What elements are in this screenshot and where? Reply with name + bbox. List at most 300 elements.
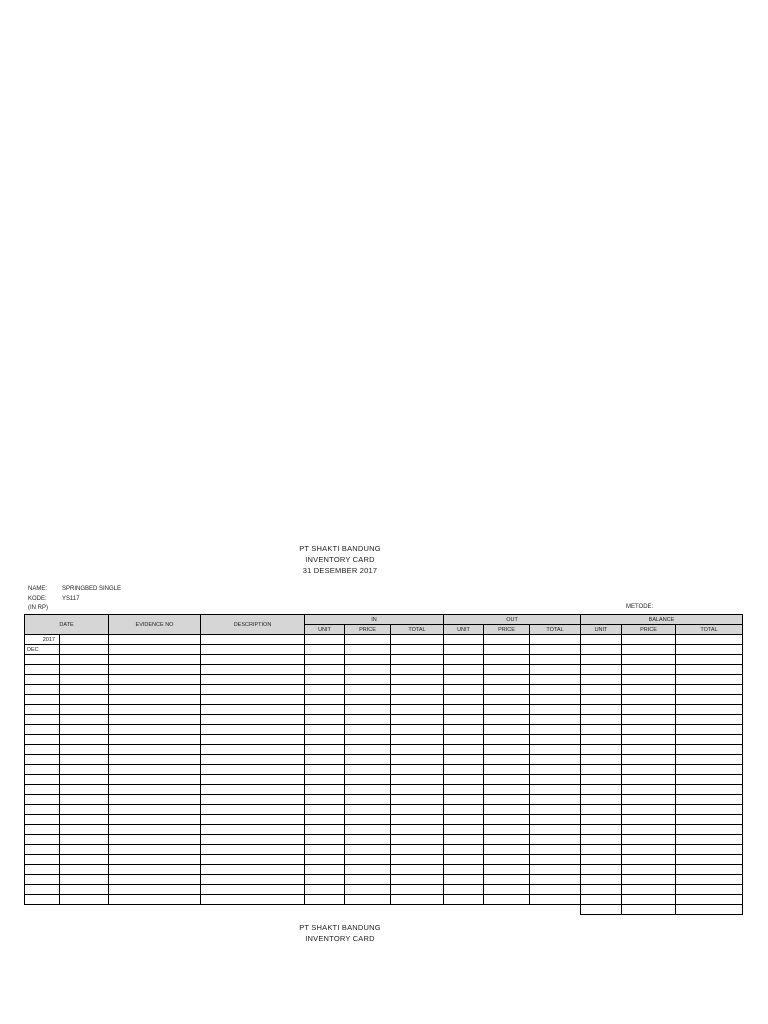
table-cell (622, 825, 676, 835)
table-cell (444, 685, 484, 695)
table-cell (60, 765, 109, 775)
table-cell (25, 855, 60, 865)
table-cell (60, 715, 109, 725)
table-cell (444, 865, 484, 875)
table-cell (109, 875, 201, 885)
table-cell (201, 675, 305, 685)
table-cell (201, 835, 305, 845)
table-cell (305, 665, 345, 675)
table-cell (305, 645, 345, 655)
table-cell (484, 755, 530, 765)
table-cell (676, 735, 743, 745)
table-cell (676, 765, 743, 775)
table-cell (391, 835, 444, 845)
table-cell (391, 705, 444, 715)
table-cell (581, 885, 622, 895)
table-cell (444, 825, 484, 835)
table-cell (345, 765, 391, 775)
header-out: OUT (444, 615, 581, 625)
table-cell (444, 875, 484, 885)
table-cell (345, 775, 391, 785)
table-row (25, 745, 743, 755)
table-cell (622, 645, 676, 655)
table-cell (444, 885, 484, 895)
name-label: NAME: (28, 586, 48, 592)
document-date: 31 DESEMBER 2017 (302, 566, 378, 575)
table-cell (60, 785, 109, 795)
table-cell (201, 885, 305, 895)
table-cell (305, 685, 345, 695)
table-row (25, 835, 743, 845)
table-cell (25, 755, 60, 765)
table-cell (622, 805, 676, 815)
header-balance-unit: UNIT (581, 625, 622, 635)
table-cell (25, 815, 60, 825)
table-cell (622, 855, 676, 865)
table-cell (25, 745, 60, 755)
table-cell (25, 725, 60, 735)
table-cell (676, 835, 743, 845)
table-cell (305, 865, 345, 875)
table-cell (25, 775, 60, 785)
table-cell (444, 655, 484, 665)
table-row (25, 815, 743, 825)
table-cell (622, 695, 676, 705)
table-cell (581, 715, 622, 725)
table-cell (530, 845, 581, 855)
table-cell (109, 655, 201, 665)
table-cell (25, 865, 60, 875)
table-cell (60, 865, 109, 875)
table-cell (60, 775, 109, 785)
table-cell (201, 905, 305, 915)
table-cell (201, 815, 305, 825)
table-cell (60, 835, 109, 845)
table-cell (622, 895, 676, 905)
table-cell (345, 885, 391, 895)
table-cell (676, 775, 743, 785)
table-cell (622, 655, 676, 665)
table-cell (345, 905, 391, 915)
table-cell (60, 695, 109, 705)
table-cell (484, 655, 530, 665)
table-cell (109, 735, 201, 745)
table-cell (530, 725, 581, 735)
table-cell (391, 785, 444, 795)
table-cell (305, 885, 345, 895)
table-cell (622, 665, 676, 675)
table-body (25, 635, 743, 915)
table-cell (530, 825, 581, 835)
table-cell (676, 885, 743, 895)
table-cell (530, 695, 581, 705)
table-cell (484, 645, 530, 655)
table-cell (484, 875, 530, 885)
table-cell (201, 725, 305, 735)
table-cell (530, 885, 581, 895)
table-cell (60, 805, 109, 815)
table-cell (484, 715, 530, 725)
table-row (25, 705, 743, 715)
table-row (25, 875, 743, 885)
header-date: DATE (25, 615, 109, 635)
table-cell (622, 705, 676, 715)
table-cell (676, 855, 743, 865)
table-row (25, 845, 743, 855)
table-row (25, 855, 743, 865)
table-cell (622, 685, 676, 695)
table-cell (444, 815, 484, 825)
table-cell (676, 805, 743, 815)
table-cell (345, 835, 391, 845)
table-cell (391, 825, 444, 835)
table-cell (484, 805, 530, 815)
table-cell (484, 635, 530, 645)
table-cell (444, 695, 484, 705)
table-cell (345, 805, 391, 815)
table-cell (201, 665, 305, 675)
table-cell (109, 635, 201, 645)
table-row (25, 695, 743, 705)
table-cell (530, 715, 581, 725)
kode-row (28, 595, 80, 604)
table-cell (109, 825, 201, 835)
table-cell (60, 725, 109, 735)
table-cell (391, 735, 444, 745)
table-cell (305, 765, 345, 775)
table-cell (391, 885, 444, 895)
table-row (25, 645, 743, 655)
table-cell (305, 795, 345, 805)
table-cell (109, 805, 201, 815)
table-cell (444, 845, 484, 855)
table-cell (201, 635, 305, 645)
table-cell (484, 675, 530, 685)
table-cell (201, 805, 305, 815)
table-cell (305, 815, 345, 825)
table-cell (676, 705, 743, 715)
table-cell (484, 905, 530, 915)
table-cell (622, 815, 676, 825)
table-cell (530, 875, 581, 885)
table-cell (581, 745, 622, 755)
table-cell (201, 895, 305, 905)
table-cell (201, 865, 305, 875)
table-cell (530, 755, 581, 765)
document-title: INVENTORY CARD (305, 555, 375, 564)
table-cell (530, 865, 581, 875)
table-cell (60, 685, 109, 695)
table-cell (201, 795, 305, 805)
kode-label: KODE: (28, 596, 47, 602)
table-cell (484, 885, 530, 895)
table-cell (109, 835, 201, 845)
table-cell (581, 795, 622, 805)
table-cell (345, 685, 391, 695)
table-cell (109, 785, 201, 795)
table-cell (444, 855, 484, 865)
table-cell (201, 655, 305, 665)
table-row (25, 775, 743, 785)
table-cell (676, 645, 743, 655)
table-cell (345, 645, 391, 655)
table-cell (391, 755, 444, 765)
metode-label: METODE: (626, 604, 654, 610)
table-cell (391, 895, 444, 905)
table-cell (25, 685, 60, 695)
table-cell (484, 765, 530, 775)
table-cell (345, 815, 391, 825)
table-cell (391, 655, 444, 665)
table-cell (109, 765, 201, 775)
table-cell (345, 675, 391, 685)
table-cell (622, 845, 676, 855)
table-cell (444, 635, 484, 645)
table-cell (305, 725, 345, 735)
month-cell: DEC (25, 645, 60, 655)
table-cell (305, 635, 345, 645)
header-in-unit: UNIT (305, 625, 345, 635)
table-cell (60, 655, 109, 665)
table-cell (25, 765, 60, 775)
table-cell (391, 865, 444, 875)
table-cell (530, 815, 581, 825)
table-row (25, 685, 743, 695)
table-cell (484, 835, 530, 845)
table-cell (109, 845, 201, 855)
table-cell (530, 675, 581, 685)
table-cell (391, 715, 444, 725)
table-cell (484, 845, 530, 855)
table-cell (305, 905, 345, 915)
table-row (25, 765, 743, 775)
table-cell (581, 695, 622, 705)
table-cell (581, 765, 622, 775)
table-cell (60, 675, 109, 685)
table-cell (581, 895, 622, 905)
table-cell (622, 885, 676, 895)
table-cell (484, 735, 530, 745)
table-cell (530, 785, 581, 795)
header-out-price: PRICE (484, 625, 530, 635)
table-row (25, 655, 743, 665)
table-cell (60, 905, 109, 915)
table-cell (444, 755, 484, 765)
table-cell (622, 905, 676, 915)
table-cell (676, 675, 743, 685)
table-cell (201, 775, 305, 785)
table-cell (305, 675, 345, 685)
table-cell (530, 735, 581, 745)
table-cell (109, 855, 201, 865)
table-row (25, 665, 743, 675)
table-cell (201, 845, 305, 855)
table-cell (622, 785, 676, 795)
table-cell (676, 895, 743, 905)
table-cell (444, 665, 484, 675)
table-cell (581, 825, 622, 835)
table-cell (581, 645, 622, 655)
table-cell (622, 765, 676, 775)
table-cell (109, 715, 201, 725)
table-cell (305, 705, 345, 715)
table-cell (60, 645, 109, 655)
table-cell (676, 845, 743, 855)
table-cell (676, 665, 743, 675)
table-cell (444, 705, 484, 715)
table-cell (622, 875, 676, 885)
table-cell (581, 775, 622, 785)
table-cell (581, 855, 622, 865)
table-cell (305, 895, 345, 905)
table-cell (444, 725, 484, 735)
table-cell (305, 655, 345, 665)
table-cell (444, 765, 484, 775)
header-in: IN (305, 615, 444, 625)
table-cell (622, 715, 676, 725)
table-cell (201, 745, 305, 755)
table-cell (581, 705, 622, 715)
footer-document-title: INVENTORY CARD (305, 934, 375, 943)
table-cell (444, 715, 484, 725)
table-cell (444, 805, 484, 815)
table-cell (345, 845, 391, 855)
table-cell (60, 855, 109, 865)
table-cell (676, 725, 743, 735)
table-cell (345, 795, 391, 805)
table-cell (345, 725, 391, 735)
table-cell (345, 745, 391, 755)
table-cell (345, 875, 391, 885)
table-cell (676, 875, 743, 885)
table-row (25, 895, 743, 905)
table-cell (345, 695, 391, 705)
table-cell (581, 685, 622, 695)
table-cell (391, 635, 444, 645)
table-cell (345, 895, 391, 905)
table-row (25, 725, 743, 735)
company-name: PT SHAKTI BANDUNG (299, 544, 381, 553)
table-row (25, 785, 743, 795)
table-cell (530, 655, 581, 665)
table-cell (622, 725, 676, 735)
table-cell (201, 705, 305, 715)
table-row (25, 715, 743, 725)
table-cell (676, 815, 743, 825)
table-cell (345, 785, 391, 795)
table-cell (305, 875, 345, 885)
table-cell (622, 775, 676, 785)
table-cell (581, 875, 622, 885)
table-cell (581, 835, 622, 845)
table-cell (345, 855, 391, 865)
table-cell (581, 675, 622, 685)
table-cell (305, 825, 345, 835)
header-description: DESCRIPTION (201, 615, 305, 635)
table-cell (622, 755, 676, 765)
table-cell (109, 705, 201, 715)
table-cell (25, 825, 60, 835)
table-cell (305, 695, 345, 705)
year-cell: 2017 (25, 635, 60, 645)
table-cell (201, 685, 305, 695)
table-cell (581, 735, 622, 745)
table-cell (60, 795, 109, 805)
table-cell (622, 675, 676, 685)
table-cell (391, 745, 444, 755)
table-cell (109, 695, 201, 705)
table-cell (109, 815, 201, 825)
table-cell (530, 685, 581, 695)
header-out-total: TOTAL (530, 625, 581, 635)
table-cell (25, 885, 60, 895)
table-cell (676, 635, 743, 645)
table-cell (530, 895, 581, 905)
table-cell (25, 835, 60, 845)
table-cell (484, 855, 530, 865)
table-cell (109, 755, 201, 765)
table-cell (25, 705, 60, 715)
table-cell (109, 885, 201, 895)
footer-company-name: PT SHAKTI BANDUNG (299, 923, 381, 932)
table-cell (530, 855, 581, 865)
table-cell (201, 785, 305, 795)
table-cell (676, 745, 743, 755)
table-cell (581, 865, 622, 875)
table-cell (60, 735, 109, 745)
table-cell (484, 825, 530, 835)
table-cell (444, 795, 484, 805)
table-cell (391, 765, 444, 775)
table-cell (60, 745, 109, 755)
table-cell (581, 655, 622, 665)
table-cell (581, 845, 622, 855)
table-cell (201, 695, 305, 705)
table-cell (201, 645, 305, 655)
table-cell (305, 775, 345, 785)
table-cell (60, 825, 109, 835)
table-cell (622, 795, 676, 805)
table-row (25, 795, 743, 805)
table-cell (622, 635, 676, 645)
table-cell (530, 905, 581, 915)
table-cell (201, 715, 305, 725)
table-cell (201, 755, 305, 765)
table-cell (25, 675, 60, 685)
table-cell (25, 665, 60, 675)
table-cell (25, 875, 60, 885)
table-cell (345, 635, 391, 645)
table-cell (391, 675, 444, 685)
table-cell (444, 735, 484, 745)
table-cell (676, 865, 743, 875)
table-cell (25, 735, 60, 745)
table-cell (345, 865, 391, 875)
table-cell (444, 905, 484, 915)
table-cell (25, 785, 60, 795)
table-cell (305, 735, 345, 745)
table-cell (676, 715, 743, 725)
table-cell (530, 765, 581, 775)
unit-note: (IN RP) (28, 605, 48, 611)
table-cell (201, 765, 305, 775)
table-row (25, 755, 743, 765)
table-cell (622, 735, 676, 745)
table-cell (60, 635, 109, 645)
table-cell (305, 715, 345, 725)
table-cell (676, 785, 743, 795)
table-cell (25, 905, 60, 915)
